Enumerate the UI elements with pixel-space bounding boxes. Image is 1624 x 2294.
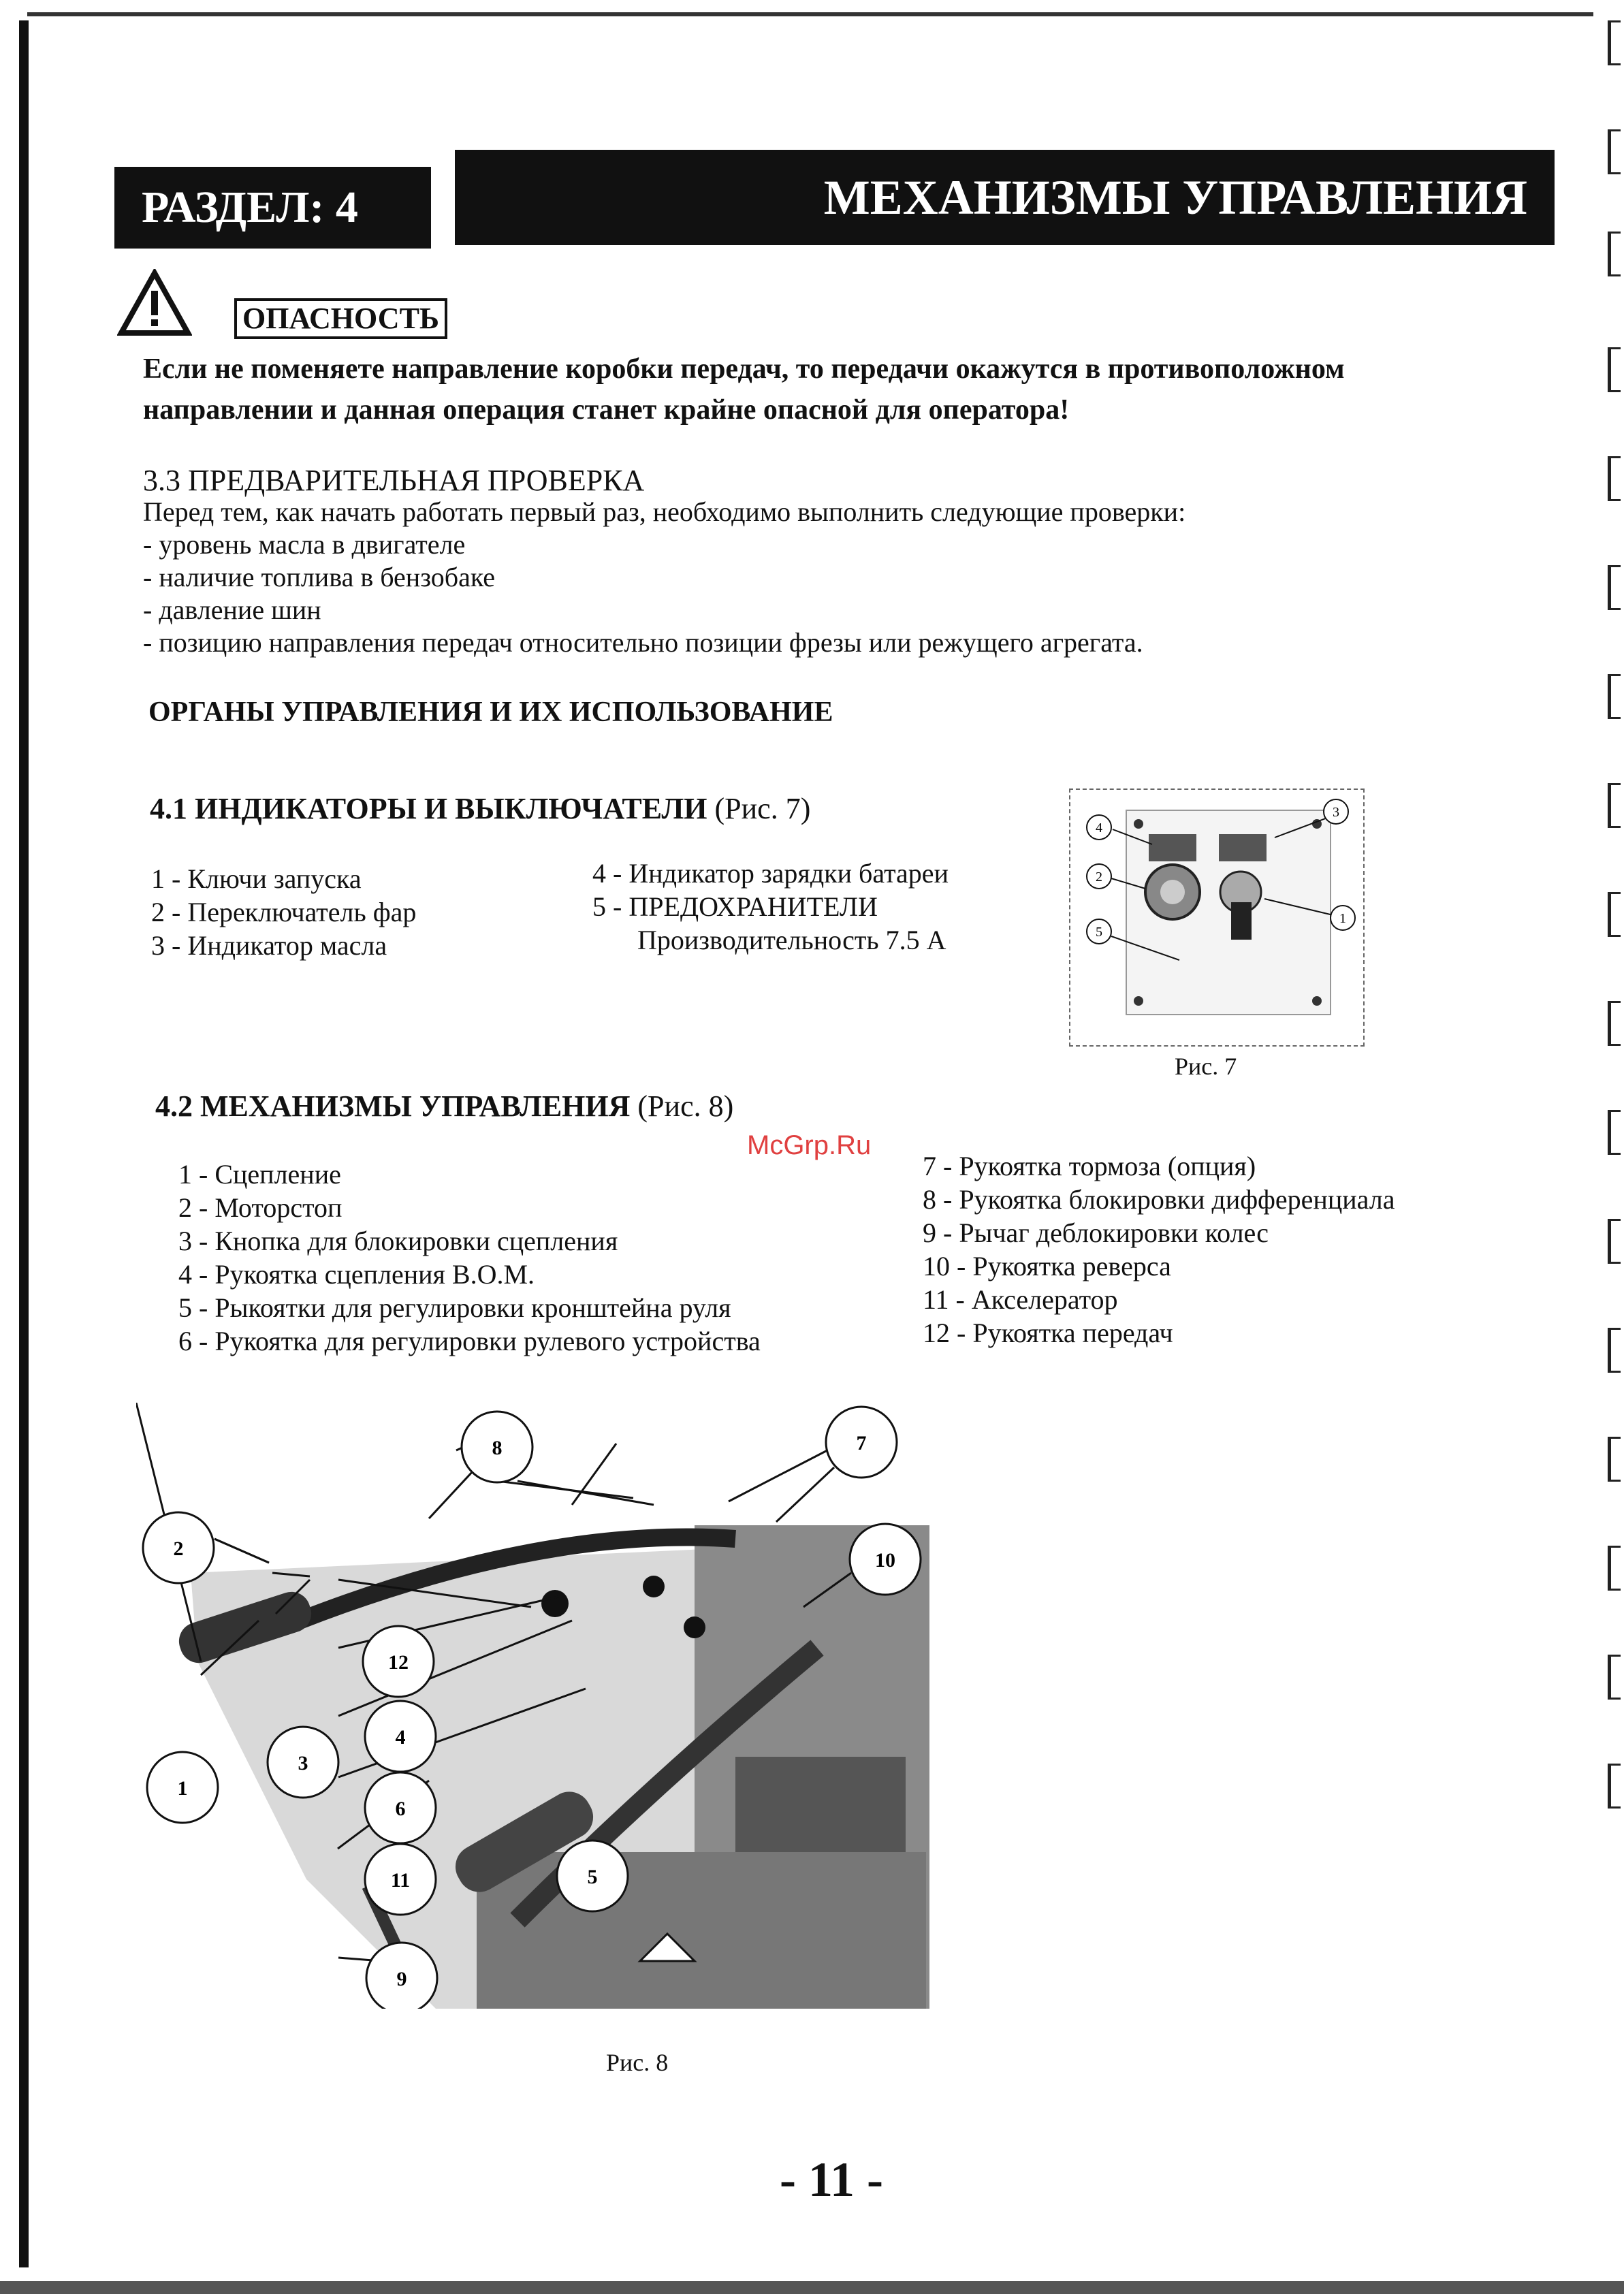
list-item: - наличие топлива в бензобаке [143, 562, 496, 592]
binder-marks [1604, 0, 1624, 2294]
page-title: МЕХАНИЗМЫ УПРАВЛЕНИЯ [455, 150, 1555, 245]
callout-11: 11 [390, 1869, 411, 1892]
callout-12: 12 [388, 1651, 409, 1674]
ignition-key [1231, 902, 1252, 940]
list-item: 5 - Рыкоятки для регулировки кронштейна руля [178, 1292, 731, 1323]
list-item: 6 - Рукоятка для регулировки рулевого устройства [178, 1326, 761, 1356]
figure-7-panel [1069, 788, 1365, 1047]
warning-line-2: направлении и данная операция станет крайне опасной для оператора! [143, 394, 1070, 426]
callout-8: 8 [492, 1437, 503, 1459]
list-4-1-left [151, 862, 416, 962]
indicator-window-left [1149, 834, 1196, 861]
list-item: - позицию направления передач относительно позиции фрезы или режущего агрегата. [143, 627, 1143, 658]
list-4-1-right [592, 857, 949, 957]
controls-heading: ОРГАНЫ УПРАВЛЕНИЯ И ИХ ИСПОЛЬЗОВАНИЕ [148, 697, 833, 728]
scan-edge-bottom [0, 2281, 1624, 2294]
callout-6: 6 [395, 1798, 406, 1820]
list-item: - давление шин [143, 594, 321, 625]
list-item: 4 - Рукоятка сцепления В.О.М. [178, 1259, 535, 1290]
list-item: 10 - Рукоятка реверса [923, 1251, 1171, 1281]
heading-4-2-ref: (Рис. 8) [630, 1089, 734, 1123]
list-item: 8 - Рукоятка блокировки дифференциала [923, 1184, 1395, 1215]
callout-9: 9 [396, 1968, 407, 1990]
callout-1: 1 [177, 1777, 188, 1800]
section-label: РАЗДЕЛ: 4 [114, 167, 431, 249]
callout-1: 1 [1339, 911, 1346, 926]
indicator-window-right [1219, 834, 1267, 861]
checklist-3-3 [143, 496, 1185, 659]
callout-2: 2 [173, 1538, 184, 1560]
warning-triangle-icon [117, 269, 192, 337]
list-item: - уровень масла в двигателе [143, 529, 466, 560]
callout-5: 5 [1096, 925, 1102, 940]
callout-10: 10 [875, 1549, 895, 1572]
list-item: 4 - Индикатор зарядки батареи [592, 858, 949, 889]
warning-line-1: Если не поменяете направление коробки передач, то передачи окажутся в противоположном [143, 353, 1345, 385]
heading-4-1-ref: (Рис. 7) [707, 792, 811, 825]
list-item-extra: Производительность 7.5 А [637, 925, 946, 955]
machine-base [477, 1852, 926, 2009]
callout-3: 3 [298, 1752, 308, 1774]
page-number: - 11 - [780, 2152, 883, 2207]
callout-5: 5 [587, 1866, 598, 1888]
list-item: 2 - Моторстоп [178, 1192, 343, 1223]
heading-4-2 [155, 1087, 733, 1126]
list-item: 5 - ПРЕДОХРАНИТЕЛИ [592, 891, 878, 922]
scan-edge-left [19, 20, 29, 2267]
figure-8-handlebar-photo [136, 1403, 933, 2009]
figure-7-caption: Рис. 7 [1175, 1053, 1237, 1080]
heading-3-3: 3.3 ПРЕДВАРИТЕЛЬНАЯ ПРОВЕРКА [143, 464, 645, 497]
callout-7: 7 [856, 1432, 867, 1454]
list-item: 9 - Рычаг деблокировки колес [923, 1217, 1269, 1248]
list-item: 3 - Кнопка для блокировки сцепления [178, 1226, 618, 1256]
callout-2: 2 [1096, 870, 1102, 885]
list-item: 1 - Ключи запуска [151, 863, 362, 894]
callout-4: 4 [395, 1726, 406, 1749]
warning-text [143, 349, 1505, 430]
heading-4-2-title: 4.2 МЕХАНИЗМЫ УПРАВЛЕНИЯ [155, 1089, 631, 1123]
watermark: McGrp.Ru [747, 1130, 872, 1160]
list-4-2-left [178, 1158, 761, 1358]
list-item: 1 - Сцепление [178, 1159, 341, 1190]
heading-4-1 [150, 790, 810, 828]
figure-8-caption: Рис. 8 [606, 2049, 669, 2076]
knob-gear [541, 1590, 569, 1617]
list-item: 7 - Рукоятка тормоза (опция) [923, 1151, 1256, 1181]
heading-4-1-title: 4.1 ИНДИКАТОРЫ И ВЫКЛЮЧАТЕЛИ [150, 792, 707, 825]
callout-4: 4 [1096, 821, 1102, 835]
checklist-intro: Перед тем, как начать работать первый раз, необходимо выполнить следующие проверки: [143, 496, 1186, 527]
list-item: 3 - Индикатор масла [151, 930, 387, 961]
list-4-2-right [923, 1149, 1395, 1350]
scan-edge-top [27, 12, 1593, 16]
callout-3: 3 [1333, 805, 1339, 820]
list-item: 12 - Рукоятка передач [923, 1318, 1173, 1348]
danger-label: ОПАСНОСТЬ [234, 298, 447, 339]
list-item: 2 - Переключатель фар [151, 897, 417, 927]
list-item: 11 - Акселератор [923, 1284, 1118, 1315]
